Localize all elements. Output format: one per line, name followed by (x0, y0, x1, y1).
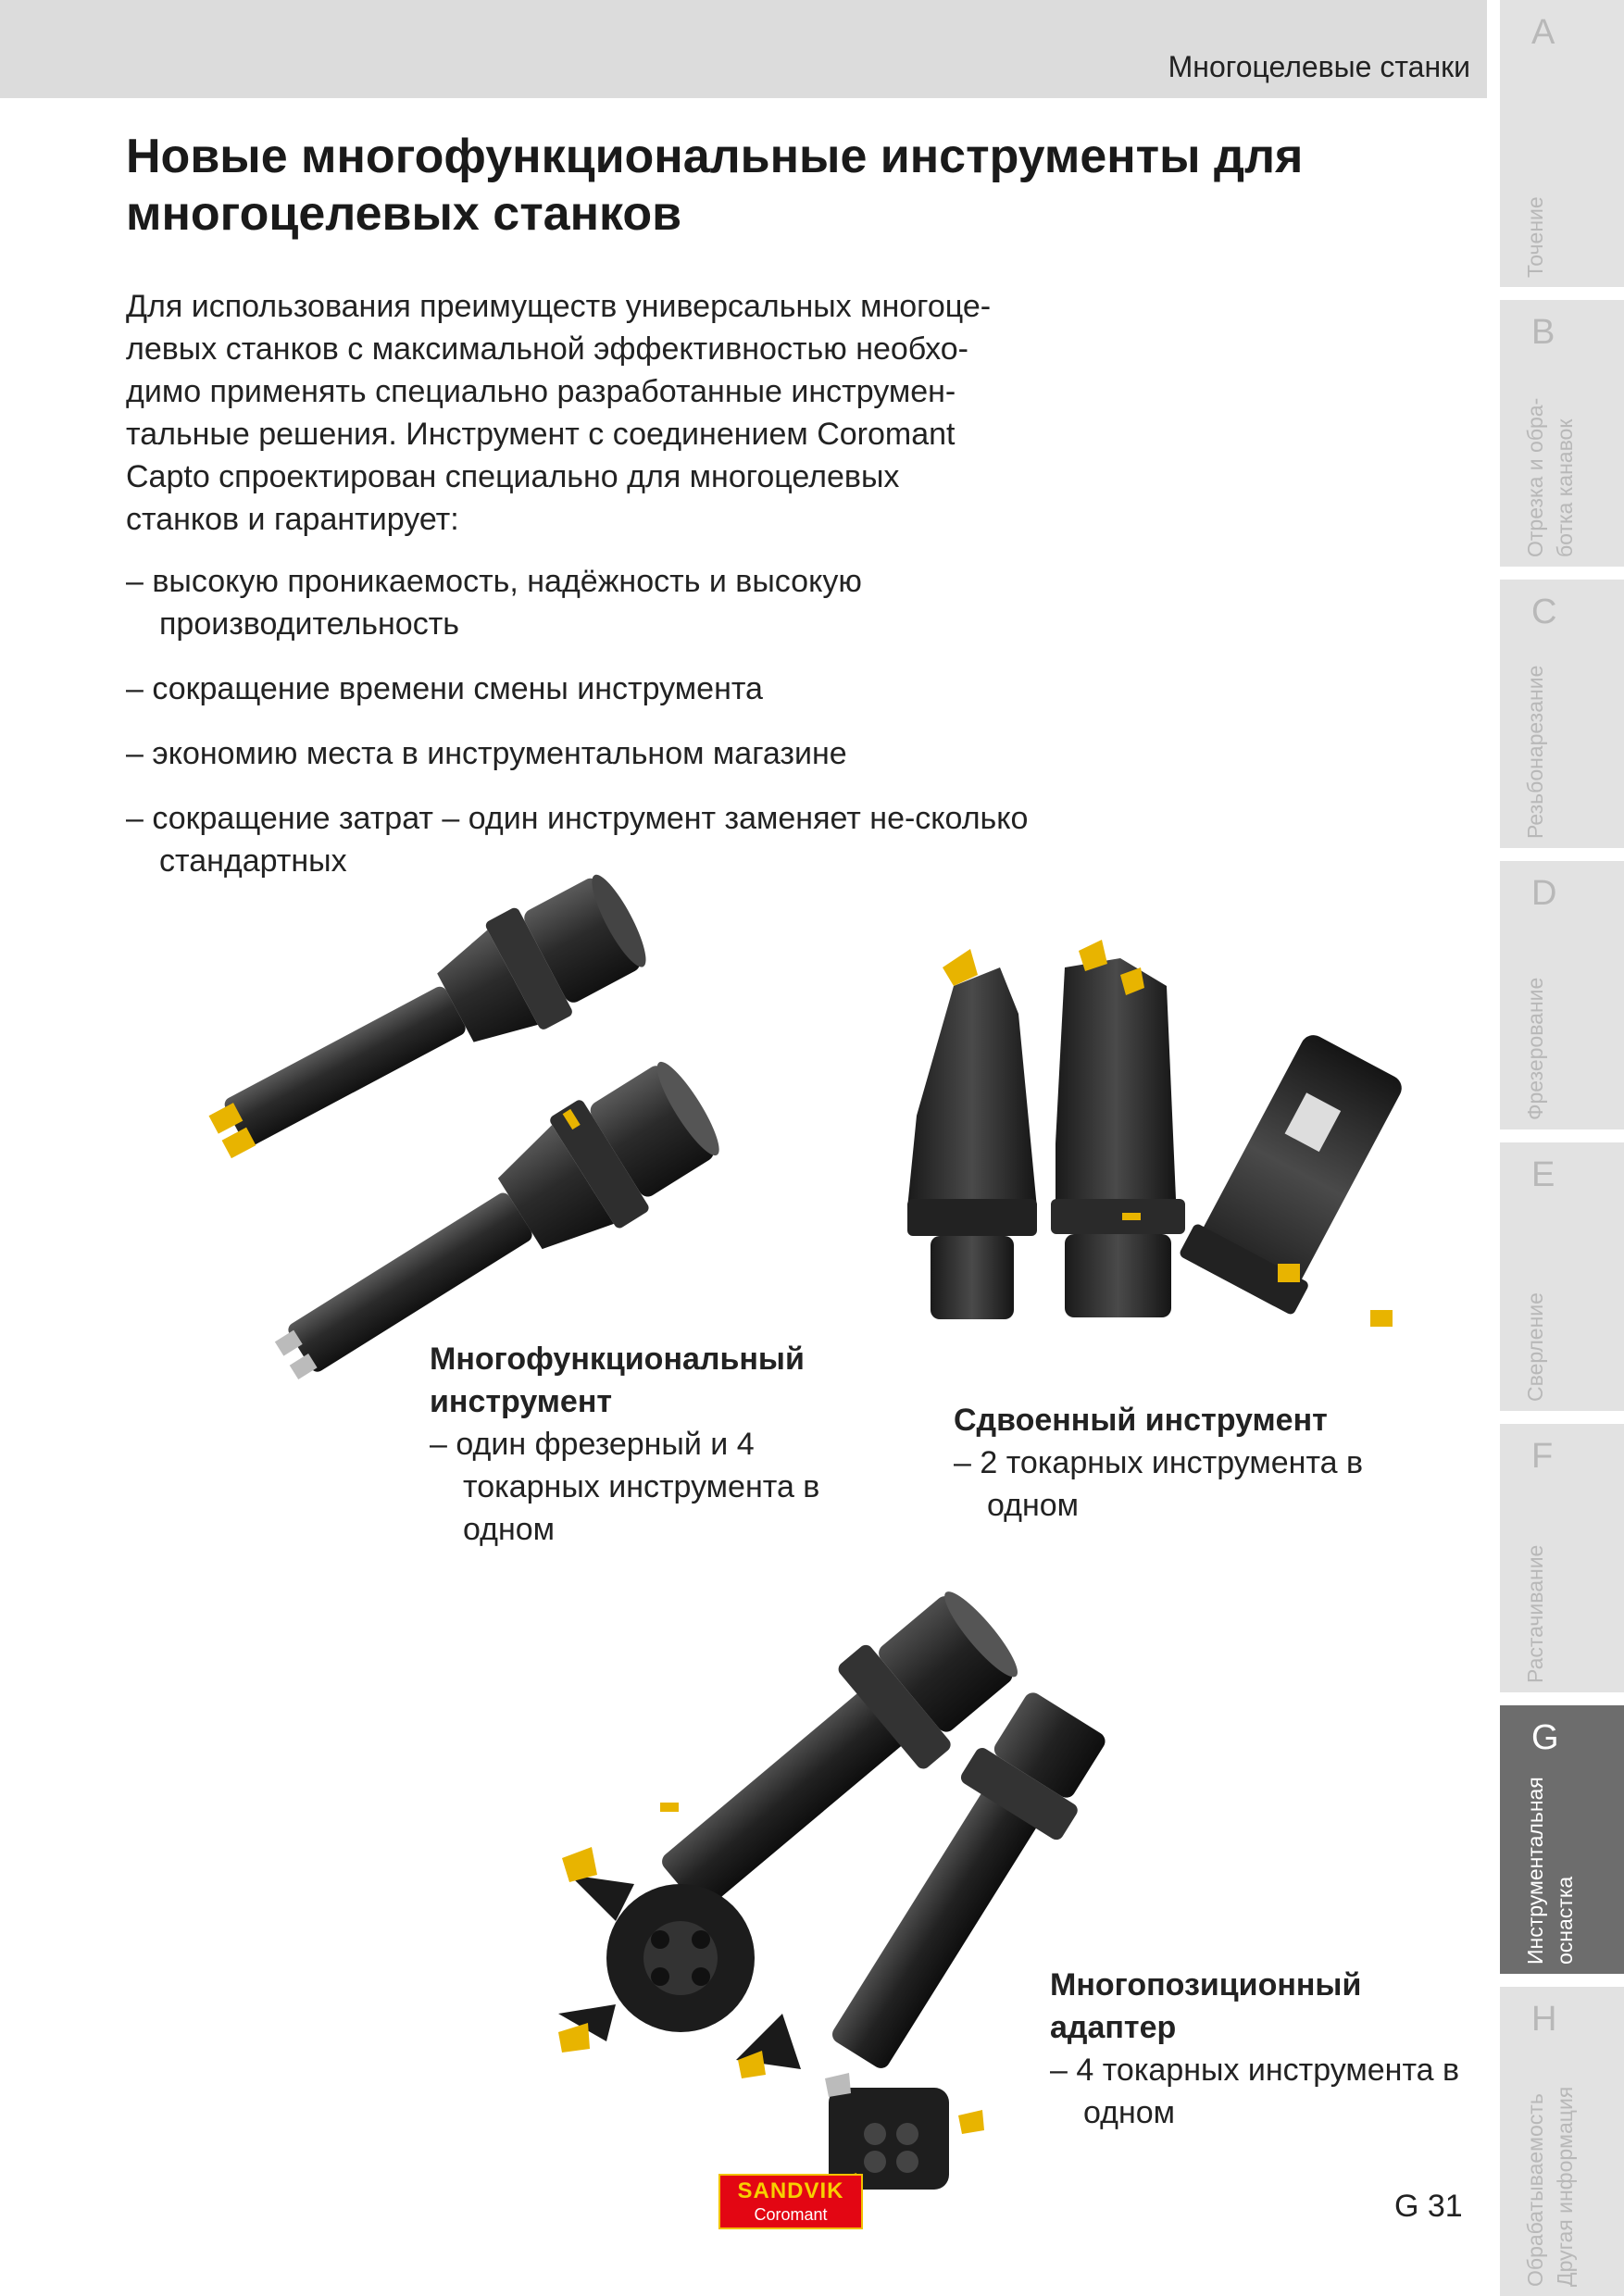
section-title: Многоцелевые станки (1168, 50, 1470, 83)
page-title-line-1: Новые многофункциональные инструменты для (126, 130, 1304, 183)
tab-label: Сверление (1523, 1292, 1547, 1402)
intro-line: Capto спроектирован специально для многоцелевых (126, 459, 900, 494)
caption-title: инструмент (430, 1384, 613, 1419)
caption-title: Сдвоенный инструмент (954, 1403, 1328, 1438)
header-bar (0, 0, 1487, 98)
tab-letter: E (1531, 1155, 1555, 1194)
list-item: – сокращение затрат – один инструмент заменяет не-сколько стандартных (126, 797, 1070, 882)
tab-label: Растачивание (1523, 1544, 1547, 1683)
chapter-sidebar (1500, 0, 1624, 2296)
chapter-tab-c[interactable] (1500, 580, 1624, 848)
tab-letter: A (1531, 13, 1555, 52)
twin-tool-photo (889, 930, 1426, 1347)
tab-label: Точение (1523, 196, 1547, 278)
multifunction-tool-photo (148, 866, 741, 1398)
tab-letter: C (1531, 593, 1557, 631)
chapter-tab-f[interactable] (1500, 1424, 1624, 1692)
tab-letter: F (1531, 1437, 1554, 1476)
chapter-tab-a[interactable] (1500, 0, 1624, 287)
tab-letter: G (1531, 1718, 1559, 1757)
chapter-tab-e[interactable] (1500, 1142, 1624, 1411)
logo-line-1: SANDVIK (737, 2178, 844, 2203)
tab-letter: H (1531, 2000, 1557, 2039)
chapter-tab-g[interactable] (1500, 1705, 1624, 1974)
multiposition-adapter-caption (1050, 1964, 1476, 2134)
logo-line-2: Coromant (754, 2205, 828, 2224)
chapter-tab-b[interactable] (1500, 300, 1624, 567)
benefits-list (126, 560, 1070, 905)
list-item: – высокую проникаемость, надёжность и высокую производительность (126, 560, 1070, 645)
caption-text: – один фрезерный и 4 токарных инструмента в одном (430, 1423, 865, 1551)
multifunction-tool-caption (430, 1338, 865, 1551)
tab-letter: D (1531, 874, 1557, 913)
caption-text: – 4 токарных инструмента в одном (1050, 2049, 1476, 2134)
sandvik-coromant-logo (718, 2174, 863, 2229)
caption-text: – 2 токарных инструмента в одном (954, 1441, 1417, 1527)
caption-title: Многофункциональный (430, 1341, 805, 1377)
intro-line: тальные решения. Инструмент с соединением Coromant (126, 417, 956, 452)
caption-title: Многопозиционный (1050, 1967, 1362, 2003)
tab-label: Инструментальная оснастка (1523, 1777, 1577, 1965)
page-title (126, 128, 1422, 243)
page-title-line-2: многоцелевых станков (126, 187, 682, 241)
list-item: – экономию места в инструментальном магазине (126, 732, 1070, 775)
intro-line: Для использования преимуществ универсальных многоце- (126, 289, 992, 324)
intro-line: левых станков с максимальной эффективностью необхо- (126, 331, 968, 367)
chapter-tab-d[interactable] (1500, 861, 1624, 1129)
chapter-tab-h[interactable] (1500, 1987, 1624, 2296)
intro-paragraph (126, 285, 1070, 541)
intro-line: димо применять специально разработанные инструмен- (126, 374, 956, 409)
intro-line: станков и гарантирует: (126, 502, 459, 537)
twin-tool-caption (954, 1399, 1417, 1527)
caption-title: адаптер (1050, 2010, 1177, 2045)
tab-label: Фрезерование (1523, 977, 1547, 1120)
page-number: G 31 (1394, 2189, 1463, 2224)
tab-label: Резьбонарезание (1523, 665, 1547, 839)
tab-label: Отрезка и обра- ботка канавок (1523, 397, 1577, 557)
list-item: – сокращение времени смены инструмента (126, 668, 1070, 710)
tab-letter: B (1531, 313, 1555, 352)
tab-label: Обрабатываемость Другая информация (1523, 2086, 1577, 2287)
